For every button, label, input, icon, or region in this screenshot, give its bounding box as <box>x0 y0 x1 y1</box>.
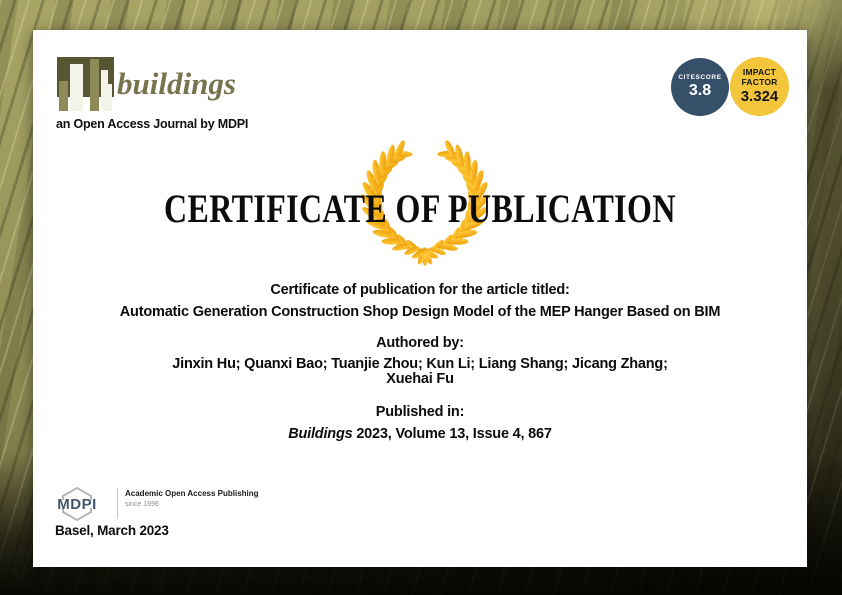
footer-divider <box>117 488 118 519</box>
journal-citation-name: Buildings <box>288 426 353 442</box>
citescore-value: 3.8 <box>688 82 712 99</box>
certificate-title: CERTIFICATE OF PUBLICATION <box>164 186 676 231</box>
publisher-line-2: since 1996 <box>125 501 159 508</box>
journal-citation-year: 2023 <box>352 426 388 442</box>
journal-citation <box>33 427 807 442</box>
certificate-intro-text: Certificate of publication for the article titled: <box>270 282 570 298</box>
journal-citation-rest: , Volume 13, Issue 4, 867 <box>387 426 552 442</box>
authors-line-2: Xuehai Fu <box>386 371 454 387</box>
impact-factor-label-1: IMPACT <box>742 67 777 78</box>
citescore-label: CITESCORE <box>678 74 722 81</box>
published-in-label: Published in: <box>375 404 465 420</box>
citescore-badge <box>671 58 729 116</box>
buildings-logo-icon <box>57 57 114 111</box>
article-title-text: Automatic Generation Construction Shop Design Model of the MEP Hanger Based on BIM <box>119 304 721 320</box>
impact-factor-label-2: FACTOR <box>741 76 778 87</box>
place-date-text: Basel, March 2023 <box>55 523 169 538</box>
journal-wordmark: buildings <box>117 66 236 101</box>
mdpi-wordmark: MDPI <box>57 496 97 513</box>
publisher-block <box>125 490 259 508</box>
authored-by-label: Authored by: <box>376 335 464 351</box>
impact-factor-value: 3.324 <box>740 87 779 105</box>
mdpi-hexagon-icon <box>55 485 115 523</box>
certificate-card <box>33 30 807 567</box>
publisher-line-1: Academic Open Access Publishing <box>125 489 259 498</box>
authors-line-1: Jinxin Hu; Quanxi Bao; Tuanjie Zhou; Kun Li; Liang Shang; Jicang Zhang; <box>172 356 668 372</box>
journal-tagline: an Open Access Journal by MDPI <box>56 117 249 131</box>
impact-factor-badge <box>730 57 789 116</box>
